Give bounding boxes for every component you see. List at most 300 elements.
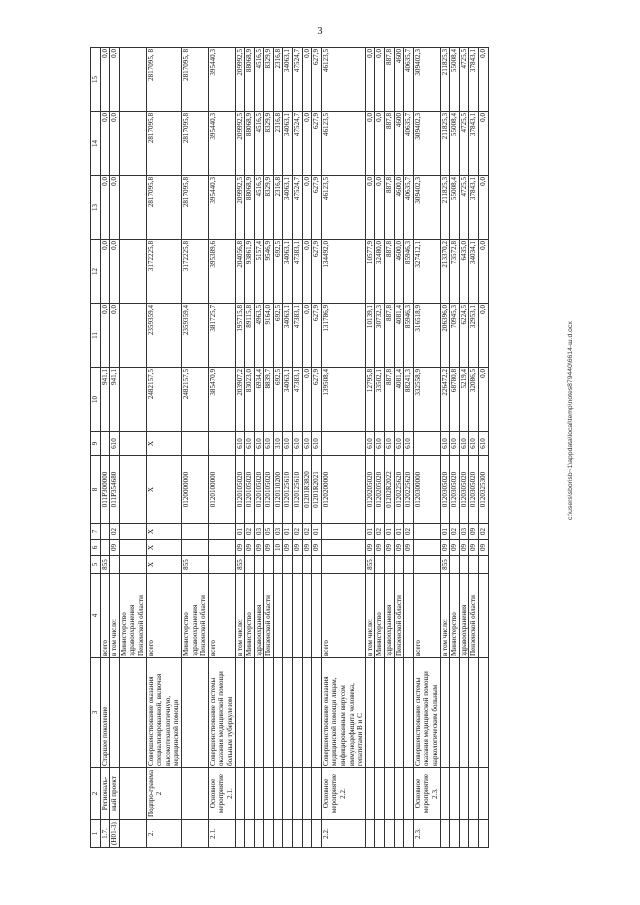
table-cell: 3172225,8 [146, 240, 181, 304]
table-cell [119, 768, 146, 820]
table-cell: 395440,3 [208, 176, 235, 240]
table-cell: 4516,5 [254, 112, 264, 176]
table-cell [440, 658, 450, 768]
table-row [100, 48, 110, 848]
table-cell: Пензенской области [264, 574, 274, 658]
table-cell: 395389,6 [208, 240, 235, 304]
table-cell: 47524,7 [293, 112, 303, 176]
table-cell: 09 [365, 540, 375, 556]
table-cell: 88068,9 [245, 176, 255, 240]
table-cell: 47524,7 [293, 48, 303, 112]
table-cell [181, 768, 208, 820]
table-cell: 8329,9 [264, 112, 274, 176]
table-cell: 70945,3 [450, 304, 460, 368]
table-cell: 32086,5 [469, 368, 479, 432]
table-cell: 01201R3820 [302, 456, 312, 524]
table-cell: Министерство [245, 574, 255, 658]
table-cell: здравоохранения [459, 574, 469, 658]
table-cell: 0120205020 [375, 456, 385, 524]
table-cell: 40635,7 [404, 112, 414, 176]
table-cell: 01202R2022 [385, 456, 395, 524]
table-cell: 09 [110, 540, 120, 556]
table-cell [293, 574, 303, 658]
table-cell: 0120125610 [283, 456, 293, 524]
table-cell: 34063,1 [283, 176, 293, 240]
table-cell: 2817095,8 [146, 112, 181, 176]
header-cell: 14 [91, 112, 101, 176]
table-cell: Основное мероприятие 2.2. [321, 768, 365, 820]
table-cell: 09 [375, 540, 385, 556]
table-cell: 46123,5 [321, 176, 365, 240]
table-cell: 6934,4 [254, 368, 264, 432]
table-cell [469, 556, 479, 574]
table-cell: 610 [404, 432, 414, 456]
table-cell: 01 [283, 524, 293, 540]
table-cell: 37843,1 [469, 112, 479, 176]
table-cell: 0120305020 [450, 456, 460, 524]
table-cell: 213370,2 [440, 240, 450, 304]
table-cell: 09 [385, 540, 395, 556]
table-cell: 139508,4 [321, 368, 365, 432]
table-cell [375, 768, 385, 820]
table-cell: 0120125610 [293, 456, 303, 524]
table-cell [208, 524, 235, 540]
table-cell: 0,0 [100, 304, 110, 368]
table-row [413, 48, 440, 848]
header-cell: 11 [91, 304, 101, 368]
table-cell: 2817095,8 [146, 176, 181, 240]
table-cell: 204056,8 [235, 240, 245, 304]
table-cell: 40635,7 [404, 176, 414, 240]
table-row [321, 48, 365, 848]
header-cell: 1 [91, 820, 101, 848]
table-cell [293, 556, 303, 574]
table-cell: 610 [312, 432, 322, 456]
table-cell: 8839,7 [264, 368, 274, 432]
table-cell: 134492,0 [321, 240, 365, 304]
table-cell: 02 [293, 524, 303, 540]
table-cell: 4600,0 [394, 176, 404, 240]
table-cell: в том числе: [365, 574, 375, 658]
table-cell: X [146, 432, 181, 456]
table-row [375, 48, 385, 848]
table-cell: 2316,8 [273, 48, 283, 112]
table-cell [394, 820, 404, 848]
table-cell [119, 556, 146, 574]
table-cell: 4725,5 [459, 48, 469, 112]
table-cell [245, 768, 255, 820]
table-cell [321, 556, 365, 574]
table-cell [312, 556, 322, 574]
table-cell: 09 [264, 540, 274, 556]
table-cell: здравоохранения [385, 574, 395, 658]
table-cell: 46123,5 [321, 48, 365, 112]
table-cell: 385470,9 [208, 368, 235, 432]
table-cell: 0,0 [365, 48, 375, 112]
table-cell [469, 658, 479, 768]
table-cell: 88068,9 [245, 48, 255, 112]
table-cell: 0,0 [302, 304, 312, 368]
table-cell: 0120105020 [254, 456, 264, 524]
table-cell: 40635,7 [404, 48, 414, 112]
table-cell [478, 820, 488, 848]
table-cell [119, 432, 146, 456]
table-cell: 211825,3 [440, 48, 450, 112]
table-cell: 88241,3 [404, 368, 414, 432]
table-cell: всего [413, 574, 440, 658]
table-cell: 855 [181, 556, 208, 574]
table-cell: 206396,0 [440, 304, 450, 368]
table-cell [302, 556, 312, 574]
table-row [119, 48, 146, 848]
table-cell: 33502,1 [375, 368, 385, 432]
table-cell [181, 540, 208, 556]
table-cell [478, 768, 488, 820]
table-cell [312, 574, 322, 658]
table-cell: 34063,1 [283, 368, 293, 432]
table-cell: 4725,5 [459, 112, 469, 176]
table-cell [119, 658, 146, 768]
table-cell: 309402,3 [413, 112, 440, 176]
table-cell: 30732,3 [375, 304, 385, 368]
table-cell [385, 556, 395, 574]
table-cell [254, 820, 264, 848]
table-row [235, 48, 245, 848]
table-cell: X [146, 540, 181, 556]
table-cell [478, 556, 488, 574]
table-cell [273, 820, 283, 848]
table-cell: 32953,1 [469, 304, 479, 368]
table-cell: 09 [440, 540, 450, 556]
table-cell: 02 [375, 524, 385, 540]
table-cell: всего [321, 574, 365, 658]
table-cell: 309402,3 [413, 48, 440, 112]
table-cell [100, 540, 110, 556]
table-cell [404, 658, 414, 768]
table-cell: 8329,9 [264, 48, 274, 112]
table-cell: 09 [312, 540, 322, 556]
table-cell: 73572,8 [450, 240, 460, 304]
table-cell [459, 658, 469, 768]
table-cell [450, 556, 460, 574]
table-cell [181, 658, 208, 768]
table-cell: 610 [440, 432, 450, 456]
table-cell: 941,1 [100, 368, 110, 432]
table-cell: 02 [245, 524, 255, 540]
table-cell: 6435,0 [459, 240, 469, 304]
table-cell: 2817095, 8 [181, 48, 208, 112]
table-cell [365, 768, 375, 820]
header-cell: 2 [91, 768, 101, 820]
table-cell: 0,0 [110, 48, 120, 112]
table-cell: 887,8 [385, 304, 395, 368]
table-row [146, 48, 181, 848]
table-cell: 2316,8 [273, 112, 283, 176]
table-cell: 131786,9 [321, 304, 365, 368]
table-cell: 09 [394, 540, 404, 556]
table-row [469, 48, 479, 848]
table-cell: 011P354680 [110, 456, 120, 524]
table-cell [469, 820, 479, 848]
table-cell [312, 768, 322, 820]
table-cell: Основное мероприятие 2.3. [413, 768, 440, 820]
table-body [100, 48, 488, 848]
table-row [273, 48, 283, 848]
table-cell [394, 768, 404, 820]
table-cell: 381725,7 [208, 304, 235, 368]
table-cell: 941,1 [110, 368, 120, 432]
table-cell: 09 [478, 540, 488, 556]
table-cell: 855 [100, 556, 110, 574]
header-cell: 9 [91, 432, 101, 456]
table-cell [119, 176, 146, 240]
table-row [385, 48, 395, 848]
header-row [91, 48, 101, 848]
table-cell [119, 540, 146, 556]
table-row [245, 48, 255, 848]
table-cell: 01201R2021 [312, 456, 322, 524]
table-cell [469, 768, 479, 820]
table-cell [283, 574, 293, 658]
table-cell: 0120105020 [235, 456, 245, 524]
table-cell [404, 556, 414, 574]
header-cell: 8 [91, 456, 101, 524]
table-row [254, 48, 264, 848]
table-cell: 0120110200 [273, 456, 283, 524]
table-cell: 692,5 [273, 368, 283, 432]
table-cell: 02 [450, 524, 460, 540]
table-cell: 47383,1 [293, 240, 303, 304]
table-cell [394, 658, 404, 768]
header-cell: 15 [91, 48, 101, 112]
table-cell [302, 820, 312, 848]
table-cell: 0,0 [100, 112, 110, 176]
table-cell: 12795,8 [365, 368, 375, 432]
table-cell: 2.3. [413, 820, 440, 848]
table-cell: 316518,9 [413, 304, 440, 368]
table-cell: 0,0 [110, 176, 120, 240]
table-cell: 55008,4 [450, 48, 460, 112]
table-cell: 83023,0 [245, 368, 255, 432]
table-cell: X [146, 556, 181, 574]
table-cell [283, 556, 293, 574]
table-row [394, 48, 404, 848]
table-cell: Министерство [450, 574, 460, 658]
table-cell: 0,0 [365, 112, 375, 176]
table-cell [100, 524, 110, 540]
table-cell [459, 820, 469, 848]
table-cell [208, 540, 235, 556]
table-cell: 0120300000 [413, 456, 440, 524]
table-cell [321, 540, 365, 556]
table-cell [264, 820, 274, 848]
table-cell: 0,0 [478, 112, 488, 176]
footer-file-path: c:\users\sborisb~1\appdata\local\temp\notes879440\6614-ш.d.ocx [567, 321, 574, 520]
table-cell [208, 556, 235, 574]
table-cell: 327412,1 [413, 240, 440, 304]
table-cell: Министерство [375, 574, 385, 658]
table-row [283, 48, 293, 848]
table-cell: в том числе: [235, 574, 245, 658]
table-cell [119, 524, 146, 540]
table-cell: Министерство здравоохранения Пензенской области [119, 574, 146, 658]
table-cell: 10139,1 [365, 304, 375, 368]
table-cell [413, 556, 440, 574]
table-cell [235, 768, 245, 820]
table-cell: 0,0 [478, 176, 488, 240]
table-cell [302, 574, 312, 658]
table-cell: 0,0 [302, 48, 312, 112]
table-cell: 0,0 [110, 112, 120, 176]
table-cell [254, 768, 264, 820]
table-cell: 610 [459, 432, 469, 456]
table-cell: (Н01-3) [110, 820, 120, 848]
table-row [312, 48, 322, 848]
table-cell: 0120105020 [245, 456, 255, 524]
table-cell: 209992,5 [235, 112, 245, 176]
table-cell: 02 [302, 524, 312, 540]
table-cell: 0,0 [375, 112, 385, 176]
table-cell: 03 [459, 524, 469, 540]
table-cell: 2.1. [208, 820, 235, 848]
table-row [293, 48, 303, 848]
table-cell: 627,9 [312, 368, 322, 432]
table-cell: 4725,5 [459, 176, 469, 240]
table-cell: Совершенствование оказания медицинской помощи лицам, инфицированным вирусом иммунодефицита человека, гепатитами В и С [321, 658, 365, 768]
table-cell: 5157,4 [254, 240, 264, 304]
table-cell: ный проект [110, 768, 120, 820]
table-cell: 610 [375, 432, 385, 456]
table-cell: 2817095, 8 [146, 48, 181, 112]
table-cell: 610 [245, 432, 255, 456]
table-cell [478, 574, 488, 658]
table-cell: 9546,9 [264, 240, 274, 304]
table-cell [375, 556, 385, 574]
table-cell: 2817095,8 [181, 112, 208, 176]
table-cell: 610 [365, 432, 375, 456]
table-cell [293, 820, 303, 848]
table-cell [404, 574, 414, 658]
table-cell [235, 658, 245, 768]
table-cell: 627,9 [312, 112, 322, 176]
table-cell [181, 820, 208, 848]
table-cell [273, 574, 283, 658]
table-cell: 10577,9 [365, 240, 375, 304]
table-cell: в том числе: [440, 574, 450, 658]
table-cell: 09 [404, 540, 414, 556]
table-cell: 011P300000 [100, 456, 110, 524]
table-cell: Совершенствование системы оказания медицинской помощи наркологическим больным [413, 658, 440, 768]
table-cell: 02 [404, 524, 414, 540]
table-cell: 85946,3 [404, 240, 414, 304]
table-cell: 692,5 [273, 240, 283, 304]
table-cell: 0,0 [375, 176, 385, 240]
table-row [208, 48, 235, 848]
table-cell [110, 556, 120, 574]
header-cell: 10 [91, 368, 101, 432]
table-cell: 34063,1 [283, 304, 293, 368]
table-cell: 4963,5 [254, 304, 264, 368]
table-cell: Совершенствование оказания специализированной, включая высокотехнологичную, медицинской помощи [146, 658, 181, 768]
table-cell: 0120305020 [469, 456, 479, 524]
table-cell: 09 [302, 540, 312, 556]
table-cell: 0,0 [100, 240, 110, 304]
table-cell [450, 658, 460, 768]
table-cell: 34063,1 [283, 112, 293, 176]
table-cell: Пензенской области [394, 574, 404, 658]
table-cell: 610 [478, 432, 488, 456]
table-cell: 0120305020 [459, 456, 469, 524]
table-cell [264, 658, 274, 768]
table-cell [273, 556, 283, 574]
table-cell: 05 [264, 524, 274, 540]
table-cell: 0120225620 [394, 456, 404, 524]
table-cell: 01 [235, 524, 245, 540]
table-cell: X [146, 524, 181, 540]
table-cell: 0,0 [375, 48, 385, 112]
table-cell: 09 [450, 540, 460, 556]
table-cell: 10 [273, 540, 283, 556]
table-cell: 610 [450, 432, 460, 456]
table-cell: 03 [273, 524, 283, 540]
table-row [110, 48, 120, 848]
table-cell: 0120305020 [440, 456, 450, 524]
table-cell [312, 820, 322, 848]
table-cell [385, 658, 395, 768]
table-cell [478, 658, 488, 768]
table-cell: 55008,4 [450, 112, 460, 176]
table-cell: 01 [385, 524, 395, 540]
table-cell [119, 456, 146, 524]
table-cell [450, 768, 460, 820]
table-cell [413, 540, 440, 556]
table-cell: 610 [394, 432, 404, 456]
table-cell: 4081,4 [394, 304, 404, 368]
table-cell [394, 556, 404, 574]
header-cell: 12 [91, 240, 101, 304]
table-cell [413, 432, 440, 456]
table-cell: 0,0 [365, 176, 375, 240]
table-cell: 09 [245, 540, 255, 556]
table-cell: 0120225620 [404, 456, 414, 524]
table-row [264, 48, 274, 848]
table-cell: 93861,9 [245, 240, 255, 304]
header-cell: 5 [91, 556, 101, 574]
table-cell: 211825,3 [440, 112, 450, 176]
table-cell: 627,9 [312, 240, 322, 304]
table-cell: 2482157,5 [146, 368, 181, 432]
table-cell [181, 432, 208, 456]
table-cell: 02 [110, 524, 120, 540]
table-cell [264, 556, 274, 574]
table-cell [119, 48, 146, 112]
table-cell: 2817095,8 [181, 176, 208, 240]
table-cell [254, 658, 264, 768]
table-cell: 692,5 [273, 304, 283, 368]
table-cell [321, 432, 365, 456]
table-cell: Пензенской области [469, 574, 479, 658]
table-cell: 0,0 [478, 368, 488, 432]
table-cell [413, 524, 440, 540]
table-cell [375, 658, 385, 768]
table-cell: 37843,1 [469, 176, 479, 240]
table-cell: 68780,8 [450, 368, 460, 432]
table-cell: 55008,4 [450, 176, 460, 240]
table-cell [283, 820, 293, 848]
table-cell: 4516,5 [254, 176, 264, 240]
table-cell: 0,0 [302, 368, 312, 432]
table-cell [459, 768, 469, 820]
